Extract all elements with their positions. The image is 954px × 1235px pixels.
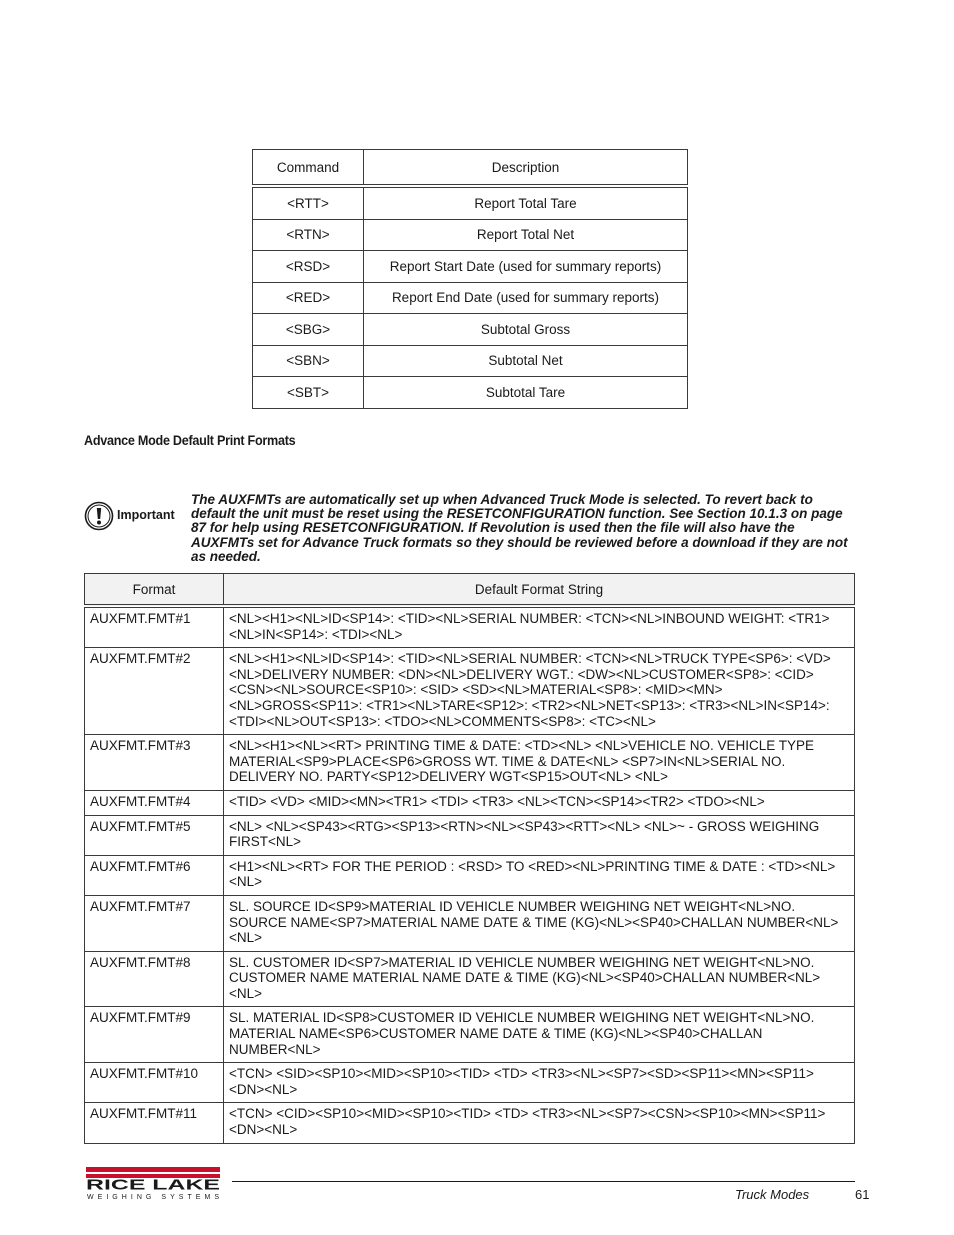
table-row [85, 735, 855, 791]
description-cell: Subtotal Tare [364, 377, 688, 409]
command-table [252, 149, 688, 409]
format-name-cell: AUXFMT.FMT#8 [85, 951, 224, 1007]
format-name-cell: AUXFMT.FMT#1 [85, 606, 224, 648]
table-row [85, 895, 855, 951]
description-cell: Report Start Date (used for summary reports) [364, 251, 688, 283]
description-cell: Report Total Net [364, 219, 688, 251]
format-name-cell: AUXFMT.FMT#9 [85, 1007, 224, 1063]
table-row [85, 606, 855, 648]
table-row [85, 951, 855, 1007]
description-column-header: Description [364, 150, 688, 187]
command-cell: <SBN> [253, 345, 364, 377]
description-cell: Report End Date (used for summary reports) [364, 282, 688, 314]
page-number: 61 [855, 1187, 870, 1202]
format-table [84, 573, 855, 1144]
table-row [253, 282, 688, 314]
command-cell: <SBG> [253, 314, 364, 346]
table-row [85, 1103, 855, 1143]
rice-lake-logo [84, 1166, 224, 1202]
format-string-cell: SL. SOURCE ID<SP9>MATERIAL ID VEHICLE NUMBER WEIGHING NET WEIGHT<NL>NO. SOURCE NAME<SP7>MATERIAL NAME DATE & TIME (KG)<NL><SP40>CHALLAN NUMBER<NL> <NL> [224, 895, 855, 951]
format-name-cell: AUXFMT.FMT#4 [85, 790, 224, 815]
format-string-cell: <H1><NL><RT> FOR THE PERIOD : <RSD> TO <RED><NL>PRINTING TIME & DATE : <TD><NL> <NL> [224, 855, 855, 895]
command-cell: <RTT> [253, 186, 364, 219]
command-cell: <SBT> [253, 377, 364, 409]
table-row [253, 314, 688, 346]
format-string-cell: <NL> <NL><SP43><RTG><SP13><RTN><NL><SP43><RTT><NL> <NL>~ - GROSS WEIGHING FIRST<NL> [224, 815, 855, 855]
footer-section-title: Truck Modes [735, 1187, 810, 1202]
table-row [253, 345, 688, 377]
table-row [253, 186, 688, 219]
format-string-cell: <TID> <VD> <MID><MN><TR1> <TDI> <TR3> <NL><TCN><SP14><TR2> <TDO><NL> [224, 790, 855, 815]
command-cell: <RTN> [253, 219, 364, 251]
format-string-cell: <NL><H1><NL>ID<SP14>: <TID><NL>SERIAL NUMBER: <TCN><NL>TRUCK TYPE<SP6>: <VD><NL>DELIVERY NUMBER: <DN><NL>DELIVERY WGT.: <DW><NL>CUSTOMER<SP8>: <CID><CSN><NL>SOURCE<SP10>: <SID> <SD><NL>MATERIAL<SP8>: <MID><MN><NL>GROSS<SP11>: <TR1><NL>TARE<SP12>: <TR2><NL>NET<SP13>: <TR3><NL>IN<SP14>: <TDI><NL>OUT<SP13>: <TDO><NL>COMMENTS<SP8>: <TC><NL> [224, 648, 855, 735]
format-table-header [85, 574, 855, 607]
footer-rule [232, 1181, 855, 1182]
description-cell: Report Total Tare [364, 186, 688, 219]
command-cell: <RSD> [253, 251, 364, 283]
command-column-header: Command [253, 150, 364, 187]
format-string-column-header: Default Format String [224, 574, 855, 607]
table-row [253, 251, 688, 283]
format-string-cell: <TCN> <CID><SP10><MID><SP10><TID> <TD> <TR3><NL><SP7><CSN><SP10><MN><SP11><DN><NL> [224, 1103, 855, 1143]
command-table-header [253, 150, 688, 187]
table-row [85, 790, 855, 815]
format-name-cell: AUXFMT.FMT#3 [85, 735, 224, 791]
format-name-cell: AUXFMT.FMT#6 [85, 855, 224, 895]
important-text: The AUXFMTs are automatically set up when Advanced Truck Mode is selected. To revert back to default the unit must be reset using the RESETCONFIGURATION function. See Section 10.1.3 on page 87 for help using RESETCONFIGURATION. If Revolution is used then the file will also have the AUXFMTs set for Advance Truck formats so they should be reviewed before a download if they are not as needed. [191, 492, 848, 564]
command-cell: <RED> [253, 282, 364, 314]
section-heading: Advance Mode Default Print Formats [84, 432, 296, 448]
table-row [253, 219, 688, 251]
format-name-cell: AUXFMT.FMT#10 [85, 1063, 224, 1103]
logo-tagline: WEIGHING SYSTEMS [87, 1194, 220, 1201]
format-name-cell: AUXFMT.FMT#11 [85, 1103, 224, 1143]
table-row [253, 377, 688, 409]
format-name-cell: AUXFMT.FMT#7 [85, 895, 224, 951]
table-row [85, 1007, 855, 1063]
format-string-cell: <TCN> <SID><SP10><MID><SP10><TID> <TD> <TR3><NL><SP7><SD><SP11><MN><SP11><DN><NL> [224, 1063, 855, 1103]
format-string-cell: <NL><H1><NL><RT> PRINTING TIME & DATE: <TD><NL> <NL>VEHICLE NO. VEHICLE TYPE MATERIAL<SP9>PLACE<SP6>GROSS WT. TIME & DATE<NL> <SP7>IN<NL>SERIAL NO. DELIVERY NO. PARTY<SP12>DELIVERY WGT<SP15>OUT<NL> <NL> [224, 735, 855, 791]
format-name-cell: AUXFMT.FMT#5 [85, 815, 224, 855]
table-row [85, 855, 855, 895]
format-column-header: Format [85, 574, 224, 607]
important-label: Important [117, 508, 175, 522]
table-row [85, 815, 855, 855]
format-string-cell: SL. MATERIAL ID<SP8>CUSTOMER ID VEHICLE NUMBER WEIGHING NET WEIGHT<NL>NO. MATERIAL NAME<SP6>CUSTOMER NAME DATE & TIME (KG)<NL><SP40>CHALLAN NUMBER<NL> [224, 1007, 855, 1063]
description-cell: Subtotal Net [364, 345, 688, 377]
table-row [85, 1063, 855, 1103]
format-table-body [85, 606, 855, 1143]
table-row [85, 648, 855, 735]
format-string-cell: SL. CUSTOMER ID<SP7>MATERIAL ID VEHICLE NUMBER WEIGHING NET WEIGHT<NL>NO. CUSTOMER NAME MATERIAL NAME DATE & TIME (KG)<NL><SP40>CHALLAN NUMBER<NL> <NL> [224, 951, 855, 1007]
format-name-cell: AUXFMT.FMT#2 [85, 648, 224, 735]
description-cell: Subtotal Gross [364, 314, 688, 346]
logo-wordmark: RICE LAKE [86, 1176, 220, 1194]
command-table-body [253, 186, 688, 408]
exclamation-circle-icon [84, 501, 114, 531]
format-string-cell: <NL><H1><NL>ID<SP14>: <TID><NL>SERIAL NUMBER: <TCN><NL>INBOUND WEIGHT: <TR1><NL>IN<SP14>: <TDI><NL> [224, 606, 855, 648]
important-notice [84, 500, 184, 532]
